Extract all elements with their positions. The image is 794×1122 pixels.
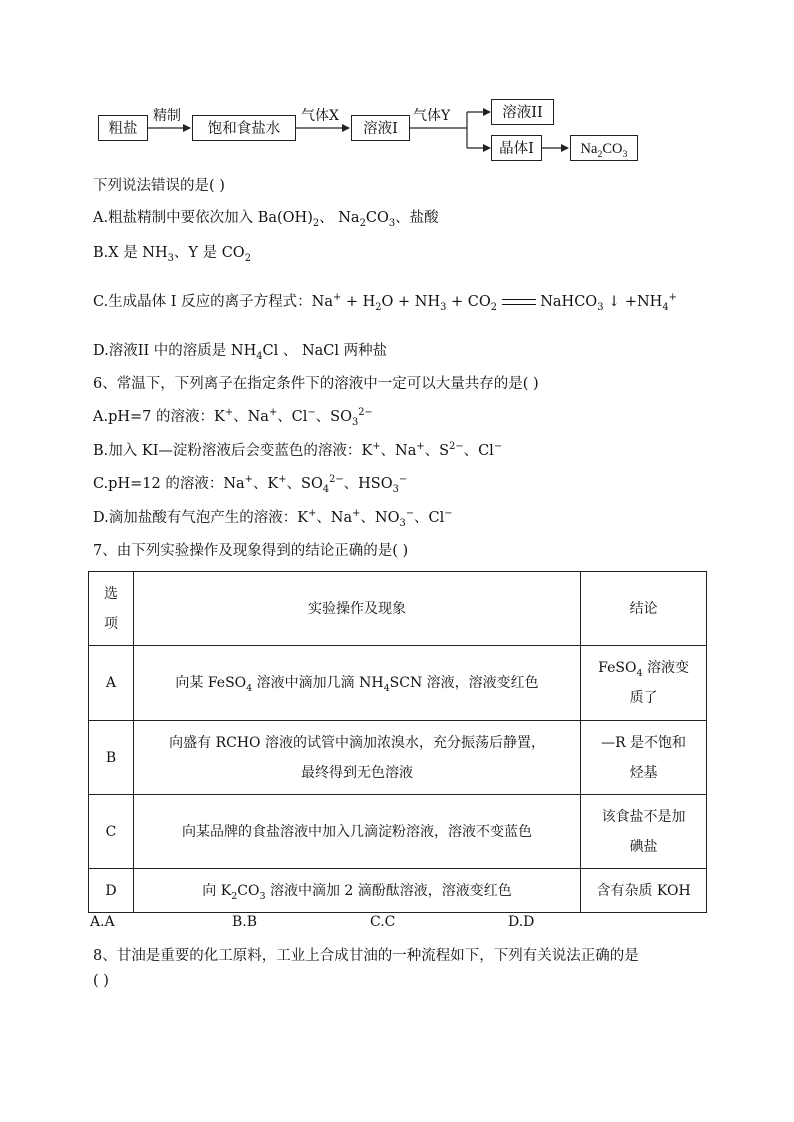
q5-option-d: D.溶液II 中的溶质是 $NH_4Cl$ 、 NaCl 两种盐: [93, 343, 388, 362]
box-solution-1: 溶液I: [351, 115, 410, 141]
label-refine: 精制: [153, 108, 181, 124]
q6-option-b: B.加入 KI—淀粉溶液后会变蓝色的溶液：K+、Na+、$S^{2-}$、Cl−: [93, 441, 503, 459]
q6-stem: 6、常温下，下列离子在指定条件下的溶液中一定可以大量共存的是( ): [93, 376, 539, 392]
answer-b: B.B: [232, 914, 258, 930]
header-conclusion: 结论: [581, 572, 707, 646]
q8-stem: 8、甘油是重要的化工原料，工业上合成甘油的一种流程如下，下列有关说法正确的是: [93, 948, 639, 964]
box-crystal-1: 晶体I: [491, 135, 542, 161]
q7-answer-options: [90, 914, 534, 930]
table-row: D 向 $K_2CO_3$ 溶液中滴加 2 滴酚酞溶液，溶液变红色 含有杂质 KOH: [89, 869, 707, 913]
q5-stem: 下列说法错误的是( ): [93, 178, 225, 194]
q6-option-c: C.pH=12 的溶液：Na+、K+、$SO_4^{2-}$、$HSO_3^-$: [93, 474, 408, 495]
q6-option-a: A.pH=7 的溶液：K+、Na+、Cl−、$SO_3^{2-}$: [93, 407, 373, 428]
box-na2co3: $Na_2CO_3$: [570, 135, 638, 161]
q7-table: [88, 571, 707, 913]
flow-arrows: [0, 0, 794, 170]
table-row: C 向某品牌的食盐溶液中加入几滴淀粉溶液，溶液不变蓝色 该食盐不是加 碘盐: [89, 795, 707, 869]
q6-option-d: D.滴加盐酸有气泡产生的溶液：K+、Na+、$NO_3^-$、Cl−: [93, 508, 453, 529]
q5-option-a: A.粗盐精制中要依次加入 $Ba(OH)_2$、 $Na_2CO_3$、盐酸: [93, 210, 439, 229]
label-gas-y: 气体Y: [413, 108, 451, 124]
box-crude-salt: 粗盐: [98, 115, 148, 141]
q8-stem-cont: ( ): [93, 973, 109, 989]
header-operation: 实验操作及现象: [133, 572, 580, 646]
header-option: 选 项: [89, 572, 134, 646]
q5-option-b: B.X 是 $NH_3$、Y 是 $CO_2$: [93, 245, 251, 264]
table-header-row: [89, 572, 707, 646]
table-row: B 向盛有 RCHO 溶液的试管中滴加浓溴水，充分振荡后静置， 最终得到无色溶液 —R 是不饱和 烃基: [89, 721, 707, 795]
label-gas-x: 气体X: [301, 108, 339, 124]
answer-c: C.C: [370, 914, 396, 930]
box-saturated-brine: 饱和食盐水: [192, 115, 296, 141]
table-row: A 向某 FeSO$_4$ 溶液中滴加几滴 $NH_4SCN$ 溶液，溶液变红色 FeSO$_4$ 溶液变 质了: [89, 646, 707, 721]
q5-option-c: C.生成晶体 I 反应的离子方程式：$Na^+ + H_2O + NH_3 + CO_2$ NaHCO$_3$ ↓ $+NH_4^+$: [93, 292, 677, 313]
answer-d: D.D: [508, 914, 535, 930]
answer-a: A.A: [90, 914, 115, 930]
box-solution-2: 溶液II: [491, 99, 554, 125]
q7-stem: 7、由下列实验操作及现象得到的结论正确的是( ): [93, 543, 409, 559]
